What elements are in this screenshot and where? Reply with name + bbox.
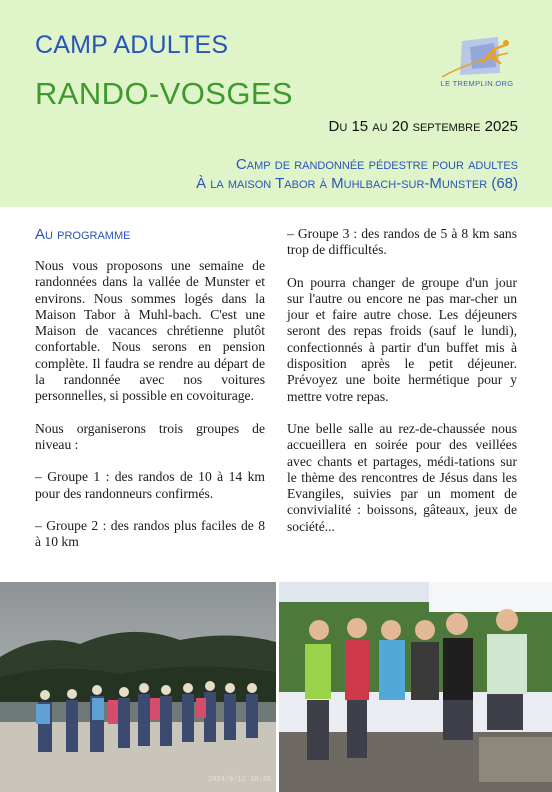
title-line-2: RANDO-VOSGES xyxy=(35,76,294,111)
header-banner xyxy=(0,0,552,207)
subtitle-line-1: Camp de randonnée pédestre pour adultes xyxy=(235,156,518,173)
paragraph: On pourra changer de groupe d'un jour sur l'autre ou encore ne pas mar-cher un jour et faire autre chose. Les déjeuners seront des repas froids (sauf le lundi), confectionnés à partir d'un buffet mis à disposition après le petit déjeuner. Prévoyez une boite hermétique pour y mettre votre repas. xyxy=(287,274,517,404)
section-heading: Au programme xyxy=(35,226,131,243)
paragraph: – Groupe 1 : des randos de 10 à 14 km pour des randonneurs confirmés. xyxy=(35,469,265,501)
title-line-1: CAMP ADULTES xyxy=(35,31,229,59)
logo-text: LE TREMPLIN.ORG xyxy=(440,79,514,88)
photo-timestamp: 2024/9/12 10:38 xyxy=(208,776,272,784)
paragraph: Nous vous proposons une semaine de randonnées dans la vallée de Munster et environs. Nous sommes logés dans la Maison Tabor à Muhl-bach. C'est une Maison de vacances chrétienne plutôt confortable. Nous serons en pension complète. Il faudra se rendre au départ de la randonnée avec nos voitures personnelles, si possible en covoiturage. xyxy=(35,258,265,404)
paragraph: Nous organiserons trois groupes de niveau : xyxy=(35,420,265,452)
subtitle-line-2: À la maison Tabor à Muhlbach-sur-Munster (68) xyxy=(196,175,518,192)
right-column xyxy=(287,226,517,551)
paragraph: Une belle salle au rez-de-chaussée nous accueillera en soirée pour des veillées avec chants et partages, médi-tations sur le thème des rencontres de Jésus dans les Evangiles, suivies par un moment de convivialité : boissons, gâteaux, jeux de société... xyxy=(287,420,517,534)
event-subtitle xyxy=(196,155,518,193)
group-photo-lake xyxy=(0,582,276,792)
group-photo-hikers xyxy=(279,582,552,792)
paragraph: – Groupe 2 : des randos plus faciles de 8 à 10 km xyxy=(35,517,265,550)
event-dates: Du 15 au 20 septembre 2025 xyxy=(328,118,518,135)
left-column xyxy=(35,226,265,566)
paragraph: – Groupe 3 : des randos de 5 à 8 km sans trop de difficultés. xyxy=(287,226,517,258)
